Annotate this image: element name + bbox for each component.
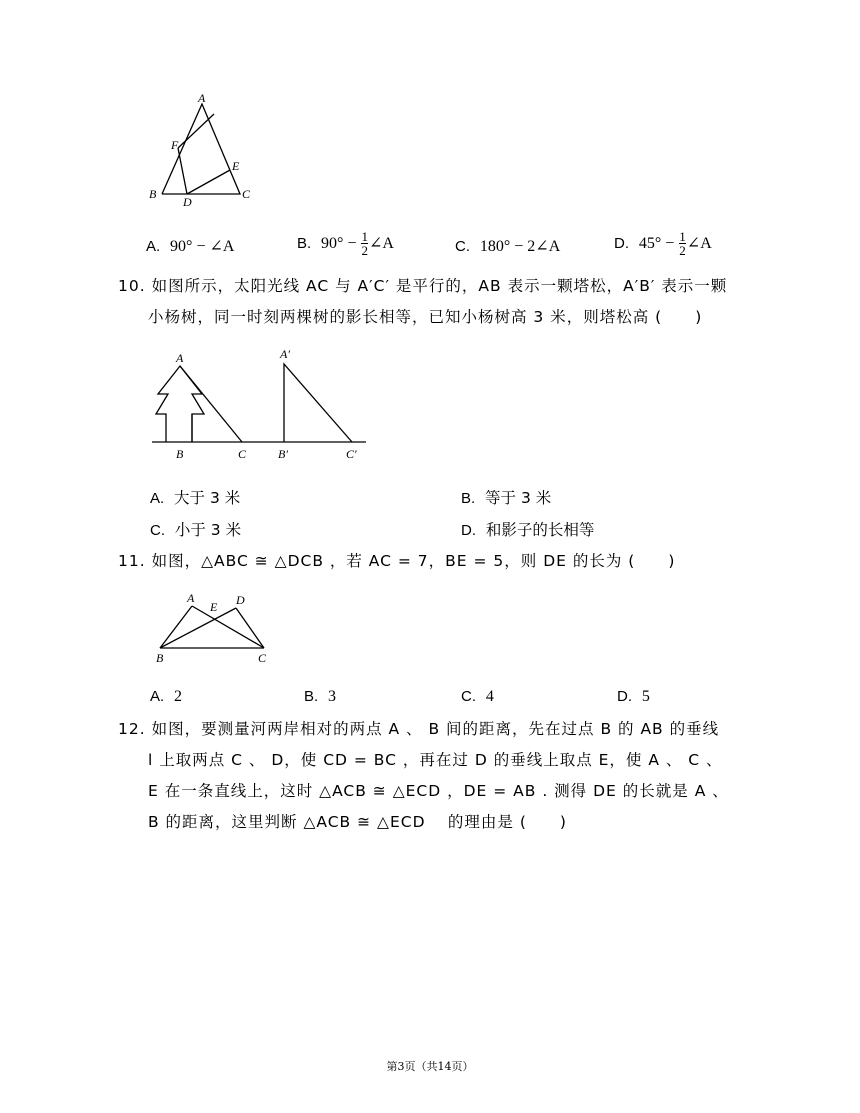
q11-label-A: A xyxy=(187,591,195,605)
q12-number: 12. xyxy=(118,720,146,738)
q9-label-C: C xyxy=(242,187,251,201)
q10-label-B: B xyxy=(176,447,184,461)
q10-option-d: D. 和影子的长相等 xyxy=(461,521,595,539)
q10-number: 10. xyxy=(118,277,146,295)
q11-label-D: D xyxy=(236,593,245,607)
q11-option-a: A. 2 xyxy=(150,688,183,705)
q11-label-B: B xyxy=(156,651,164,665)
q9-option-a: A. 90° − ∠A xyxy=(146,238,235,255)
q10-label-A2: A′ xyxy=(280,347,290,361)
q10-option-c: C. 小于 3 米 xyxy=(150,521,242,539)
q11-stem: 11. 如图，△ABC ≅ △DCB ，若 AC = 7，BE = 5，则 DE 的长为 ( ) xyxy=(118,552,676,570)
q10-option-b: B. 等于 3 米 xyxy=(461,489,552,507)
q10-label-C2: C′ xyxy=(346,447,357,461)
q10-label-B2: B′ xyxy=(278,447,288,461)
q9-label-A: A xyxy=(198,91,206,105)
page-footer: 第3页（共14页） xyxy=(386,1060,474,1073)
q11-number: 11. xyxy=(118,552,146,570)
q10-label-C: C xyxy=(238,447,247,461)
q11-label-C: C xyxy=(258,651,267,665)
q9-label-E: E xyxy=(232,159,240,173)
q9-label-F: F xyxy=(171,138,179,152)
q9-label-D: D xyxy=(183,195,192,209)
q11-option-d: D. 5 xyxy=(617,688,650,705)
q10-figure xyxy=(148,344,370,466)
q9-option-c: C. 180° − 2∠A xyxy=(455,238,561,255)
q10-label-A: A xyxy=(176,351,184,365)
q9-label-B: B xyxy=(149,187,157,201)
q9-figure xyxy=(140,88,260,210)
q11-label-E: E xyxy=(210,600,218,614)
q9-option-b: B. 90° − $\frac{1}{2}$ ∠A xyxy=(297,229,394,258)
q11-option-b: B. 3 xyxy=(304,688,337,705)
q11-option-c: C. 4 xyxy=(461,688,494,705)
q12-stem: 12. 如图，要测量河两岸相对的两点 A 、 B 间的距离，先在过点 B 的 AB 的垂线 l 上取两点 C 、 D，使 CD = BC ，再在过 D 的垂线上取点 E，使 A 、 C 、 E 在一条直线上，这时 △ACB ≅ △ECD ，DE = AB . 测得 DE 的长就是 A 、 B 的距离，这里判断 △ACB ≅ △ECD 的理由是 ( ) xyxy=(118,720,729,831)
q11-figure xyxy=(150,590,280,666)
q10-stem: 10. 如图所示，太阳光线 AC 与 A′C′ 是平行的，AB 表示一颗塔松，A′B′ 表示一颗 小杨树，同一时刻两棵树的影长相等，已知小杨树高 3 米，则塔松高 ( ) xyxy=(118,277,728,326)
q9-option-d: D. 45° − $\frac{1}{2}$ ∠A xyxy=(614,229,712,258)
q10-option-a: A. 大于 3 米 xyxy=(150,489,241,507)
